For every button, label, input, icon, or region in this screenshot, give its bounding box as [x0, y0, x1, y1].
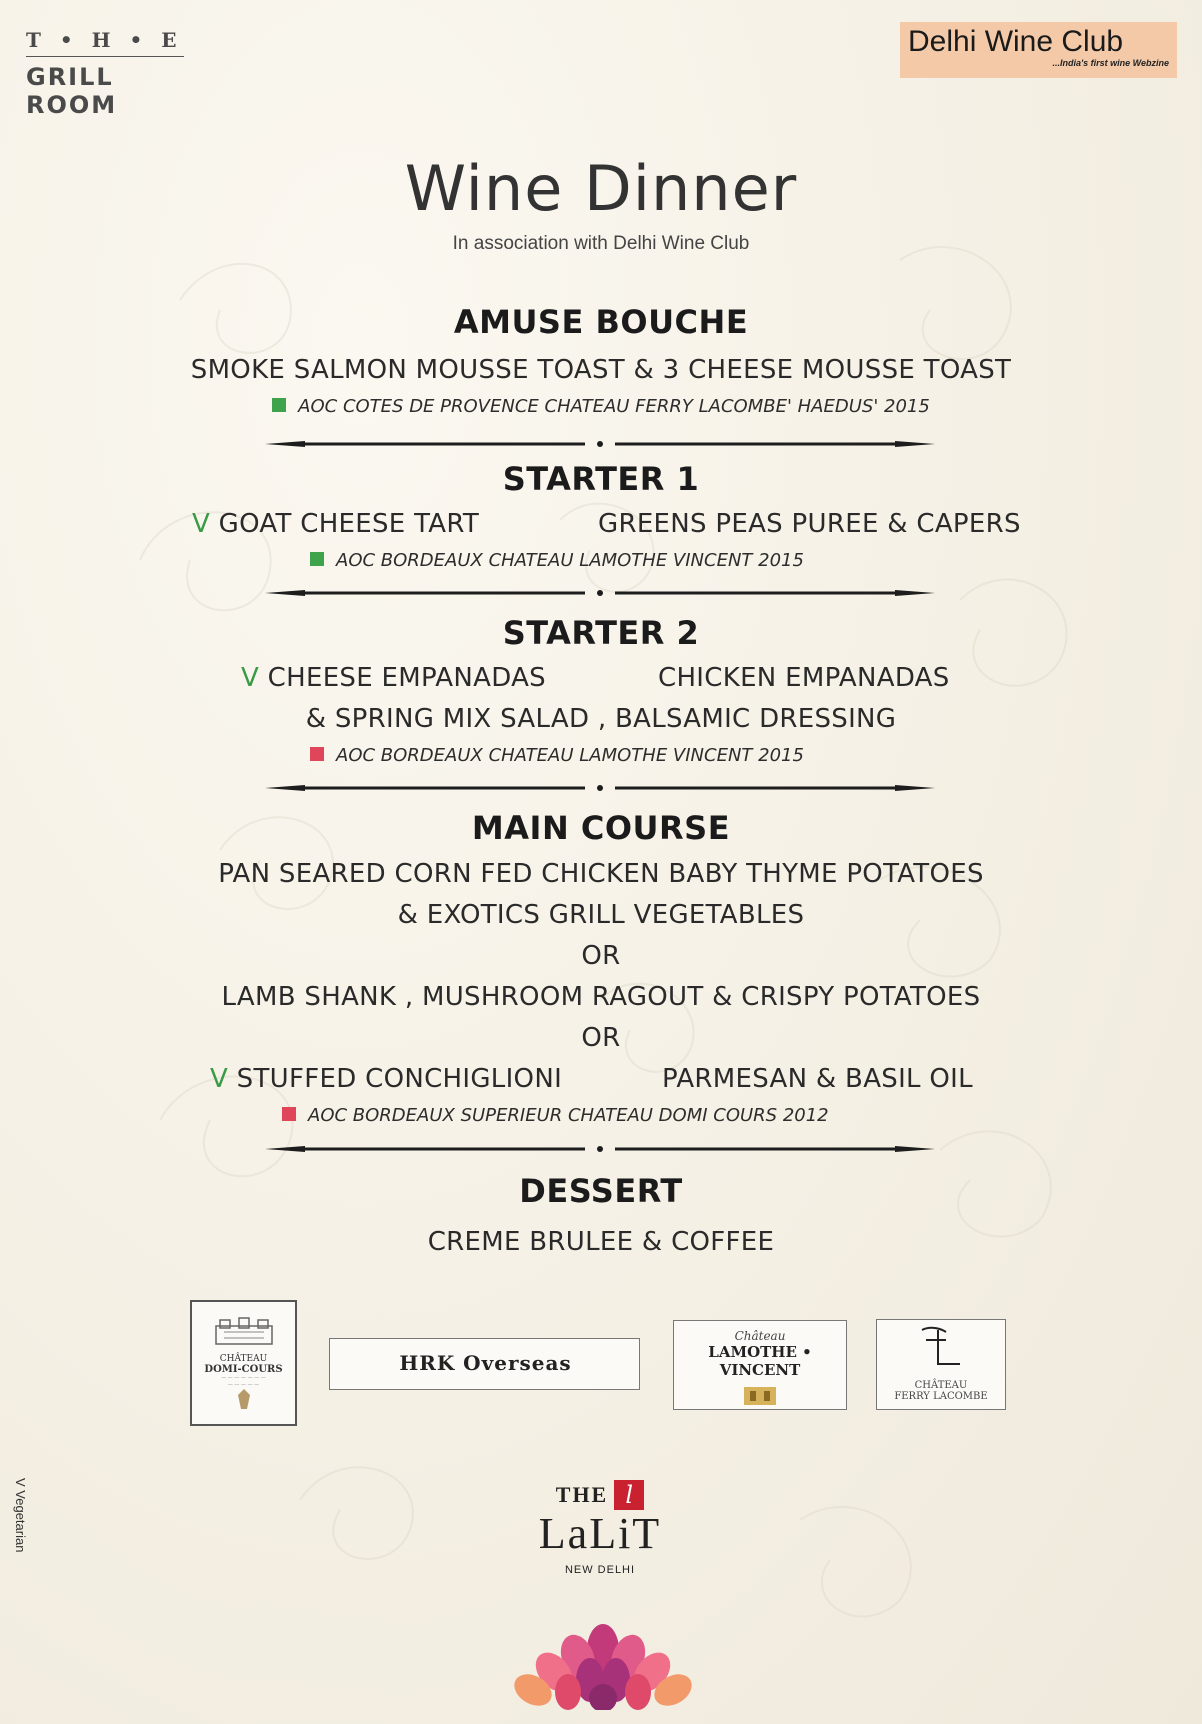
main-dish-line3: LAMB SHANK , MUSHROOM RAGOUT & CRISPY POTATOES: [221, 982, 981, 1012]
hrk-overseas-logo: [329, 1338, 640, 1390]
vegetarian-mark: V: [210, 1064, 229, 1094]
starter1-wine: [310, 550, 804, 571]
amuse-dish: SMOKE SALMON MOUSSE TOAST & 3 CHEESE MOUSSE TOAST: [190, 355, 1012, 385]
ornamental-divider: [265, 781, 935, 795]
club-name: Delhi Wine Club: [908, 25, 1124, 58]
ferry-line2: FERRY LACOMBE: [894, 1391, 988, 1402]
delhi-wine-club-badge: [900, 22, 1177, 78]
section-heading-dessert: DESSERT: [519, 1172, 683, 1210]
red-wine-square-icon: [310, 747, 324, 761]
starter1-dish-left: GOAT CHEESE TART: [218, 509, 480, 539]
the-lalit-logo: [530, 1480, 670, 1576]
crest-icon: [237, 1389, 251, 1411]
starter1-wine-label: AOC BORDEAUX CHATEAU LAMOTHE VINCENT 2015: [336, 550, 804, 571]
hrk-overseas-name: HRK Overseas: [399, 1351, 572, 1375]
vegetarian-legend: [6, 1478, 36, 1588]
chateau-ferry-lacombe-logo: [876, 1319, 1006, 1410]
domi-line2: DOMI-COURS: [204, 1364, 283, 1375]
castle-icon: [212, 1316, 276, 1346]
lalit-header-row: [530, 1480, 670, 1510]
grill-logo-name: GRILL ROOM: [26, 63, 118, 119]
vegetarian-legend-text: V Vegetarian: [13, 1478, 28, 1553]
section-heading-starter-1: STARTER 1: [502, 460, 700, 498]
ornamental-divider: [265, 586, 935, 600]
ornamental-divider: [265, 1142, 935, 1156]
lamothe-line2: LAMOTHE • VINCENT: [708, 1343, 812, 1379]
lalit-red-box: l: [614, 1480, 644, 1510]
starter2-dish-left: CHEESE EMPANADAS: [267, 663, 546, 693]
red-wine-square-icon: [282, 1107, 296, 1121]
section-heading-starter-2: STARTER 2: [502, 614, 700, 652]
section-heading-main-course: MAIN COURSE: [471, 809, 731, 847]
domi-line1: CHÂTEAU: [219, 1354, 268, 1364]
main-or-1: OR: [581, 941, 621, 971]
lalit-city: NEW DELHI: [564, 1564, 636, 1576]
vegetarian-mark: V: [241, 663, 260, 693]
starter2-dish-right: CHICKEN EMPANADAS: [658, 663, 950, 693]
main-dish-line2: & EXOTICS GRILL VEGETABLES: [397, 900, 805, 930]
vegetarian-mark: V: [192, 509, 211, 539]
main-dish-line1: PAN SEARED CORN FED CHICKEN BABY THYME POTATOES: [218, 859, 984, 889]
main-wine-label: AOC BORDEAUX SUPERIEUR CHATEAU DOMI COURS 2012: [308, 1105, 829, 1126]
white-wine-square-icon: [272, 398, 286, 412]
main-dish-right: PARMESAN & BASIL OIL: [662, 1064, 973, 1094]
white-wine-square-icon: [310, 552, 324, 566]
lalit-the: THE: [555, 1482, 609, 1507]
main-dish-left: STUFFED CONCHIGLIONI: [236, 1064, 563, 1094]
domi-fine-print: — — — — — — — — — — — —: [221, 1375, 266, 1388]
club-tagline: ...India's first wine Webzine: [1052, 58, 1169, 68]
main-or-2: OR: [581, 1023, 621, 1053]
ferry-line1: CHÂTEAU: [914, 1380, 968, 1391]
starter1-veg-dish: [192, 509, 479, 539]
page-title: Wine Dinner: [404, 152, 798, 225]
starter2-dish-line2: & SPRING MIX SALAD , BALSAMIC DRESSING: [305, 704, 897, 734]
dessert-dish: CREME BRULEE & COFFEE: [427, 1227, 775, 1257]
main-veg-dish: [210, 1064, 562, 1094]
amuse-wine: [0, 396, 1202, 417]
starter1-dish-right: GREENS PEAS PUREE & CAPERS: [598, 509, 1021, 539]
chateau-domi-cours-logo: [190, 1300, 297, 1426]
ornamental-divider: [265, 437, 935, 451]
lalit-name: LaLiT: [538, 1509, 662, 1558]
lamothe-line1: Château: [734, 1329, 786, 1343]
starter2-wine-label: AOC BORDEAUX CHATEAU LAMOTHE VINCENT 2015: [336, 745, 804, 766]
amuse-wine-label: AOC COTES DE PROVENCE CHATEAU FERRY LACOMBE' HAEDUS' 2015: [298, 396, 930, 417]
crest-icon: [740, 1383, 780, 1409]
starter2-wine: [310, 745, 804, 766]
fl-monogram-icon: [916, 1326, 966, 1372]
chateau-lamothe-vincent-logo: [673, 1320, 847, 1410]
page-subtitle: In association with Delhi Wine Club: [452, 233, 750, 254]
section-heading-amuse-bouche: AMUSE BOUCHE: [453, 303, 749, 341]
starter2-veg-dish: [241, 663, 546, 693]
grill-logo-rule: [26, 56, 184, 57]
grill-logo-top: T • H • E: [26, 28, 183, 52]
main-wine: [282, 1105, 829, 1126]
lotus-flower-icon: [498, 1610, 708, 1710]
grill-room-logo: [26, 28, 196, 119]
